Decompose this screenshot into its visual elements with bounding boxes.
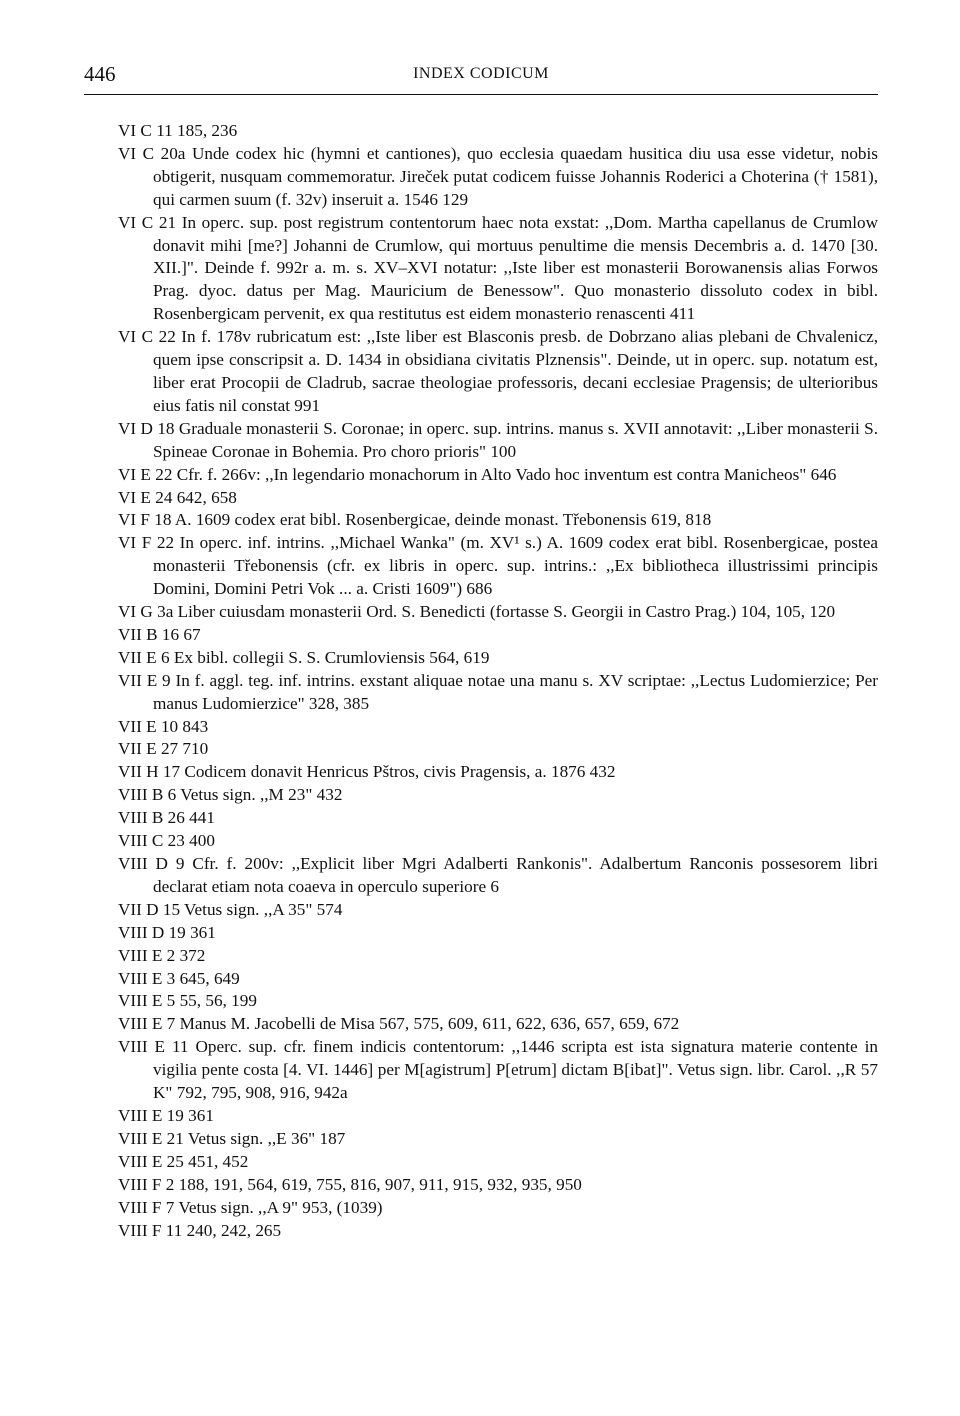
index-entry: VIII D 19 361 bbox=[118, 922, 216, 942]
index-entry: VIII F 11 240, 242, 265 bbox=[118, 1220, 282, 1240]
index-entry: VII E 6 Ex bibl. collegii S. S. Crumloviensis 564, 619 bbox=[118, 647, 490, 667]
index-entry: VIII E 3 645, 649 bbox=[118, 968, 240, 988]
index-entry: VI C 22 In f. 178v rubricatum est: ,,Iste liber est Blasconis presb. de Dobrzano alias plebani de Chvalenicz, quem ipse conscripsit a. D. 1434 in obsidiana civitatis Plznensis". Deinde, ut in operc. sup. notatum est, liber erat Procopii de Cladrub, sacrae theologiae professoris, decani ecclesiae Pragensis; de ulterioribus eius fatis nil constat 991 bbox=[118, 327, 878, 415]
index-entry: VII B 16 67 bbox=[118, 624, 201, 644]
index-entry: VIII E 11 Operc. sup. cfr. finem indicis contentorum: ,,1446 scripta est ista signatura materie contente in vigilia pente costa [4. VI. 1446] per M[agistrum] P[etrum] dictam B[ibat]". Vetus sign. libr. Carol. ,,R 57 K" 792, 795, 908, 916, 942a bbox=[118, 1037, 878, 1103]
index-entry: VII H 17 Codicem donavit Henricus Pštros, civis Pragensis, a. 1876 432 bbox=[118, 762, 616, 782]
index-entry: VI F 18 A. 1609 codex erat bibl. Rosenbergicae, deinde monast. Třebonensis 619, 818 bbox=[118, 510, 712, 530]
index-entry: VI D 18 Graduale monasterii S. Coronae; in operc. sup. intrins. manus s. XVII annotavit: ,,Liber monasterii S. Spineae Coronae in Bohemia. Pro choro prioris" 100 bbox=[118, 418, 878, 461]
index-entry: VI C 11 185, 236 bbox=[118, 121, 238, 140]
index-entry: VIII D 9 Cfr. f. 200v: ,,Explicit liber Mgri Adalberti Rankonis". Adalbertum Ranconis possesorem libri declarat etiam nota coaeva in operculo superiore 6 bbox=[118, 854, 878, 896]
running-title: INDEX CODICUM bbox=[413, 65, 549, 82]
index-entry: VI G 3a Liber cuiusdam monasterii Ord. S. Benedicti (fortasse S. Georgii in Castro Prag.) 104, 105, 120 bbox=[118, 602, 836, 622]
index-entry: VI C 20a Unde codex hic (hymni et cantiones), quo ecclesia quaedam husitica diu usa esse videtur, nobis obtigerit, nusquam commemoratur. Jireček putat codicem fuisse Johannis Roderici a Choterina († 1581), qui carmen suum (f. 32v) inseruit a. 1546 129 bbox=[118, 143, 878, 209]
index-entry: VI E 24 642, 658 bbox=[118, 487, 237, 507]
page-header bbox=[84, 62, 878, 88]
index-entry: VIII E 5 55, 56, 199 bbox=[118, 991, 257, 1011]
index-entry: VIII E 2 372 bbox=[118, 945, 206, 965]
index-entry: VII E 9 In f. aggl. teg. inf. intrins. exstant aliquae notae una manu s. XV scriptae: ,,Lectus Ludomierzice; Per manus Ludomierzice" 328, 385 bbox=[118, 670, 878, 713]
index-entry: VII E 27 710 bbox=[118, 739, 209, 759]
page-number: 446 bbox=[84, 62, 116, 86]
index-entry: VII E 10 843 bbox=[118, 716, 209, 736]
index-entry: VI F 22 In operc. inf. intrins. ,,Michael Wanka" (m. XV¹ s.) A. 1609 codex erat bibl. Rosenbergicae, postea monasterii Třebonensis (cfr. ex libris in operc. sup. intrins.: ,,Ex bibliotheca illustrissimi principis Domini, Domini Petri Vok ... a. Cristi 1609") 686 bbox=[118, 533, 878, 599]
index-entry: VII D 15 Vetus sign. ,,A 35" 574 bbox=[118, 899, 343, 919]
index-entry: VIII E 21 Vetus sign. ,,E 36" 187 bbox=[118, 1128, 346, 1148]
index-entry: VIII E 7 Manus M. Jacobelli de Misa 567, 575, 609, 611, 622, 636, 657, 659, 672 bbox=[118, 1014, 680, 1034]
index-entry: VIII C 23 400 bbox=[118, 831, 215, 851]
index-entry: VIII B 26 441 bbox=[118, 808, 215, 828]
index-entry: VIII E 19 361 bbox=[118, 1105, 214, 1125]
index-entry: VI E 22 Cfr. f. 266v: ,,In legendario monachorum in Alto Vado hoc inventum est contra Manicheos" 646 bbox=[118, 464, 837, 484]
index-entry: VIII F 2 188, 191, 564, 619, 755, 816, 907, 911, 915, 932, 935, 950 bbox=[118, 1174, 582, 1194]
header-rule bbox=[84, 94, 878, 95]
index-entries bbox=[118, 120, 878, 1242]
index-entry: VIII E 25 451, 452 bbox=[118, 1151, 249, 1171]
index-entry: VIII F 7 Vetus sign. ,,A 9" 953, (1039) bbox=[118, 1197, 383, 1217]
index-entry: VI C 21 In operc. sup. post registrum contentorum haec nota exstat: ,,Dom. Martha capellanus de Crumlow donavit mihi [me?] Johanni de Crumlow, qui mortuus penultime die mensis Decembris a. d. 1470 [30. XII.]". Deinde f. 992r a. m. s. XV–XVI notatur: ,,Iste liber est monasterii Borowanensis alias Forwos Prag. dyoc. datus per Mag. Mauricium de Benessow". Quo monasterio dissoluto codex in bibl. Rosenbergicam pervenit, ex qua restitutus est eidem monasterio renascenti 411 bbox=[118, 212, 878, 324]
index-entry: VIII B 6 Vetus sign. ,,M 23" 432 bbox=[118, 785, 343, 805]
